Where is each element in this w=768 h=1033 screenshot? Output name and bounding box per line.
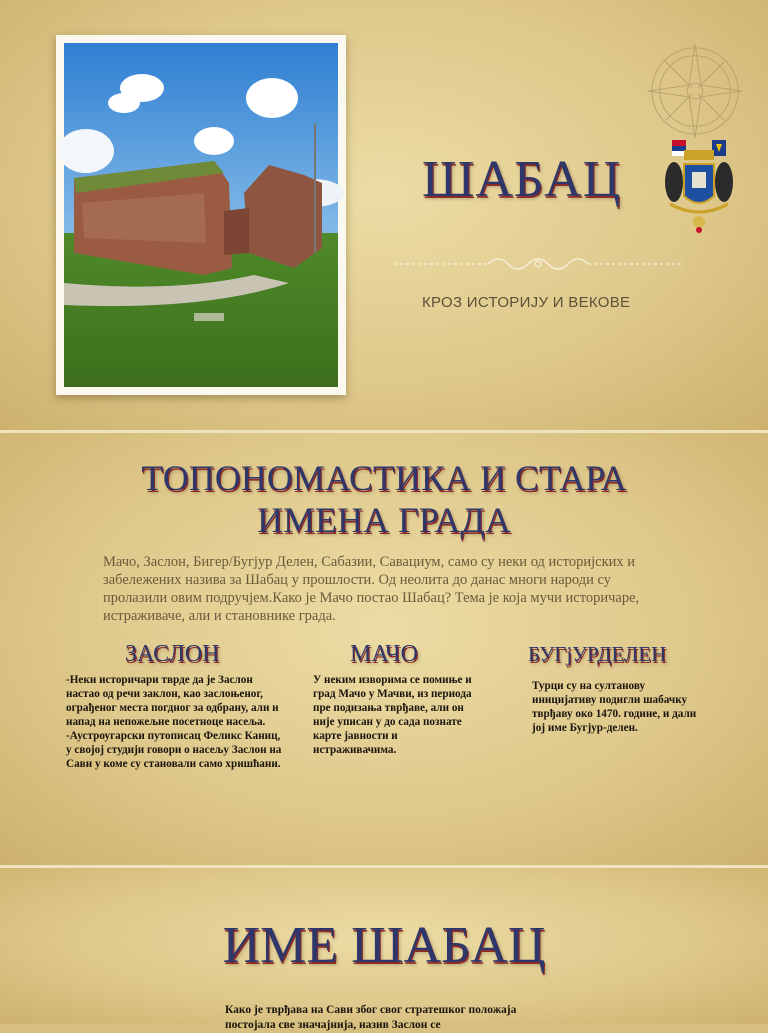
section-title-line-1: ТОПОНОМАСТИКА И СТАРА [141, 458, 627, 498]
subtitle: КРОЗ ИСТОРИЈУ И ВЕКОВЕ [422, 294, 631, 311]
page-title: ШАБАЦ [422, 151, 622, 208]
column-text-macho: У неким изворима се помиње и град Мачо у Мачви, из периода пре подизања тврђаве, али он није уписан у до сада познате карте јавности и истраживачима. [313, 674, 472, 756]
column-text-bugjurdelen: Турци су на султанову иницијативу подигли шабачку тврђаву око 1470. године, и дали јој име Бугјур-делен. [532, 680, 697, 734]
column-heading-bugjurdelen: БУГјУРДЕЛЕН [528, 642, 667, 666]
photo-frame [56, 35, 346, 395]
name-paragraph: Како је тврђава на Сави због свог стратешког положаја постојала све значајнија, назив Заслон се [225, 1004, 517, 1031]
fortress-photo [64, 43, 338, 387]
title-slide [0, 0, 768, 430]
name-sabac-slide [0, 868, 768, 1031]
toponymy-slide [0, 433, 768, 865]
column-heading-zaslon: ЗАСЛОН [125, 641, 220, 667]
section-title: ИМЕ ШАБАЦ [222, 917, 546, 974]
column-text-zaslon: -Неки историчари тврде да је Заслон настао од речи заклон, као заслоњеног, ограђеног места погдног за одбрану, али и напад на непожељне посетноце насеља. -Аустроугарски путописац Феликс Каниц, у својој студији говори о насељу Заслон на Сави у коме су становали само хришћани. [66, 674, 282, 770]
section-title [0, 457, 768, 541]
intro-paragraph: Мачо, Заслон, Бигер/Бугјур Делен, Сабазии, Савациум, само су неки од историјских и забележених назива за Шабац у прошлости. Од неолита до данас многи народи су пролазили овим подручјем.Како је Мачо постао Шабац? Тема је која мучи историчаре, истраживаче, али и становнике града. [103, 554, 640, 624]
compass-rose-icon [646, 42, 744, 140]
coat-of-arms-icon [664, 138, 734, 234]
column-heading-macho: МАЧО [350, 641, 418, 667]
section-title-line-2: ИМЕНА ГРАДА [257, 500, 511, 540]
ornamental-divider [388, 252, 688, 276]
